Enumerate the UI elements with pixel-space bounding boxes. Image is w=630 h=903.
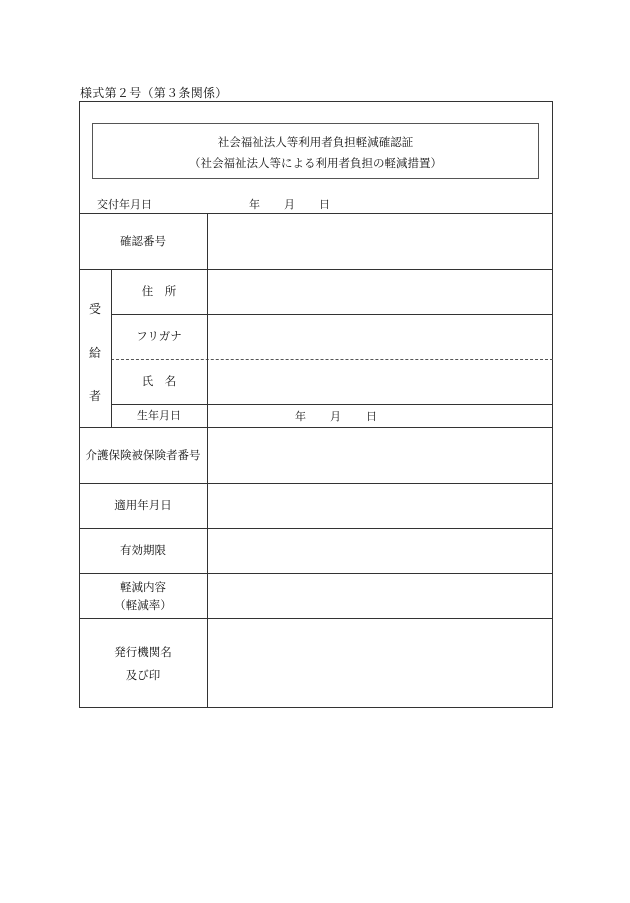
document-title: 社会福祉法人等利用者負担軽減確認証 [217,135,414,149]
recipient-char-3: 者 [88,389,101,403]
birth-date-month: 月 [330,410,341,423]
validity-period-label: 有効期限 [120,543,166,558]
issue-date-label: 交付年月日 [97,198,152,211]
furigana-label: フリガナ [136,329,182,344]
applicable-date-label: 適用年月日 [114,498,172,513]
reduction-content-field[interactable] [208,574,552,618]
birth-date-day: 日 [366,410,377,423]
address-label: 住 所 [141,284,177,299]
insured-number-label: 介護保険被保険者番号 [85,447,201,462]
title-box [92,123,539,179]
birth-date-label: 生年月日 [137,408,181,422]
issue-date-year: 年 [249,198,260,211]
issuer-field[interactable] [208,619,552,707]
issuer-label: 発行機関名 及び印 [114,645,172,682]
confirmation-number-field[interactable] [208,214,552,269]
validity-period-field[interactable] [208,529,552,573]
recipient-char-1: 受 [88,302,101,316]
document-subtitle: （社会福祉法人等による利用者負担の軽減措置） [189,156,442,170]
name-label: 氏 名 [141,374,177,389]
recipient-vertical-label [80,300,110,404]
recipient-char-2: 給 [88,345,101,360]
birth-date-year: 年 [295,410,306,423]
applicable-date-field[interactable] [208,484,552,528]
form-number: 様式第２号（第３条関係） [80,86,228,100]
issue-date-month: 月 [284,198,295,211]
furigana-field[interactable] [208,315,552,359]
issue-date-day: 日 [319,198,330,211]
name-field[interactable] [208,360,552,404]
address-field[interactable] [208,270,552,314]
reduction-content-label: 軽減内容 （軽減率） [114,579,172,612]
insured-number-field[interactable] [208,428,552,483]
confirmation-number-label: 確認番号 [120,233,166,248]
